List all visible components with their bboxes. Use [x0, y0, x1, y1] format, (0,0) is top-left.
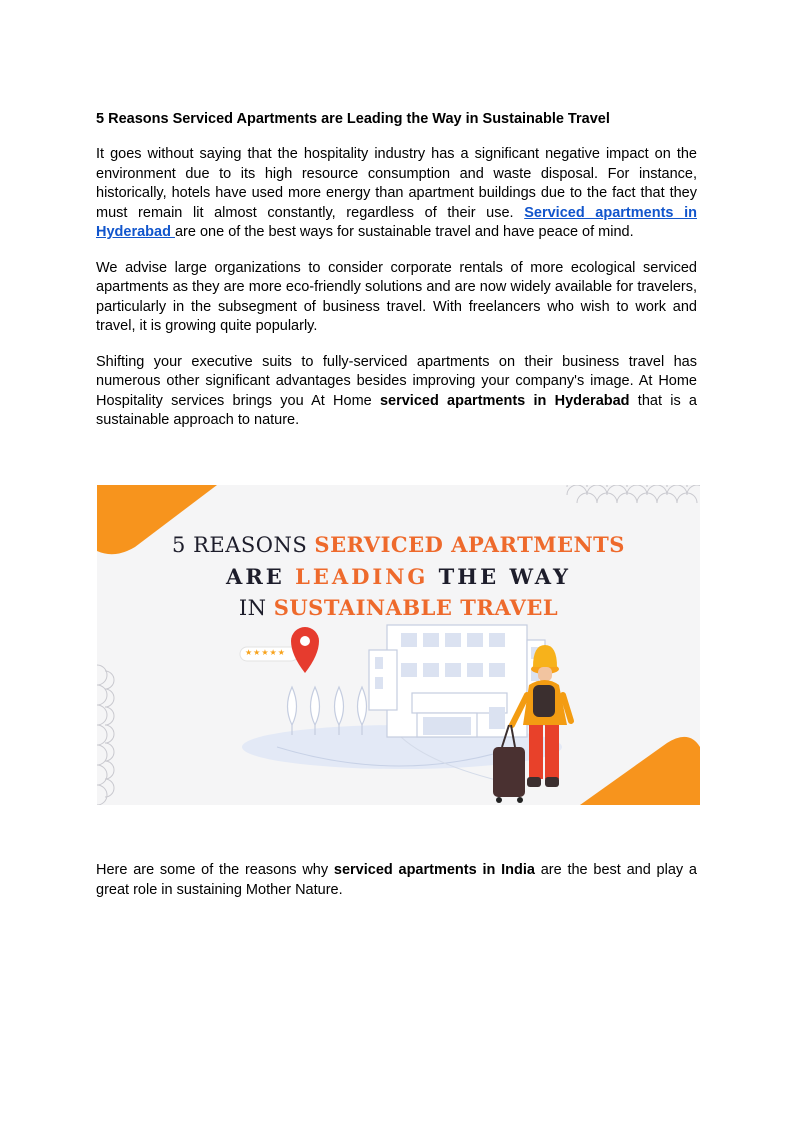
serviced-apartments-hyderabad-link[interactable]: Serviced apartments in Hyderabad [96, 204, 697, 240]
banner-text-highlight: SERVICED APARTMENTS [314, 532, 625, 557]
banner-line-2 [97, 564, 700, 589]
article [96, 110, 697, 447]
paragraph-advice: We advise large organizations to consider corporate rentals of more ecological serviced apartments as they are more eco-friendly solutions and are now widely available for travelers, particularly in the subsegment of business travel. With freelancers who wish to work and travel, it is growing quite popularly. [96, 259, 697, 334]
banner-text-highlight: SUSTAINABLE TRAVEL [273, 595, 559, 620]
paragraph-executive [96, 353, 697, 431]
paragraph-reasons [96, 861, 697, 900]
pattern-top-right [567, 485, 700, 503]
banner-line-3 [97, 595, 700, 620]
exec-text: Shifting your executive suits to fully-serviced apartments on their business travel has numerous other significant advantages besides improving your company's image. At Home Hospitality services brings you At Home [96, 353, 697, 409]
banner-text-highlight: LEADING [295, 564, 429, 589]
banner-text: ARE [226, 564, 296, 589]
location-pin-icon [291, 627, 319, 673]
paragraph-intro [96, 145, 697, 243]
banner-line-1 [97, 532, 700, 557]
rating-stars: ★★★★★ [245, 648, 286, 657]
article-closing [96, 861, 697, 916]
corner-shape-bottom-right [580, 737, 700, 805]
suitcase-icon [493, 747, 525, 797]
banner-image [97, 485, 700, 805]
banner-text: THE WAY [428, 564, 571, 589]
pattern-left [97, 665, 114, 805]
reasons-text: Here are some of the reasons why [96, 862, 334, 878]
banner-text: IN [238, 596, 274, 620]
intro-text: It goes without saying that the hospitality industry has a significant negative impact on the environment due to its high resource consumption and waste disposal. For instance, historically, hotels have used more energy than apartment buildings due to the fact that they must remain lit almost constantly, regardless of their use. [96, 146, 697, 221]
exec-text-after: that is a sustainable approach to nature. [96, 392, 697, 428]
reasons-bold: serviced apartments in India [333, 862, 535, 878]
intro-text-after: are one of the best ways for sustainable travel and have peace of mind. [174, 224, 634, 240]
banner-text: 5 REASONS [172, 533, 315, 557]
exec-bold: serviced apartments in Hyderabad [379, 392, 630, 409]
reasons-text-after: are the best and play a great role in sustaining Mother Nature. [96, 862, 697, 898]
article-title: 5 Reasons Serviced Apartments are Leading the Way in Sustainable Travel [96, 111, 610, 127]
